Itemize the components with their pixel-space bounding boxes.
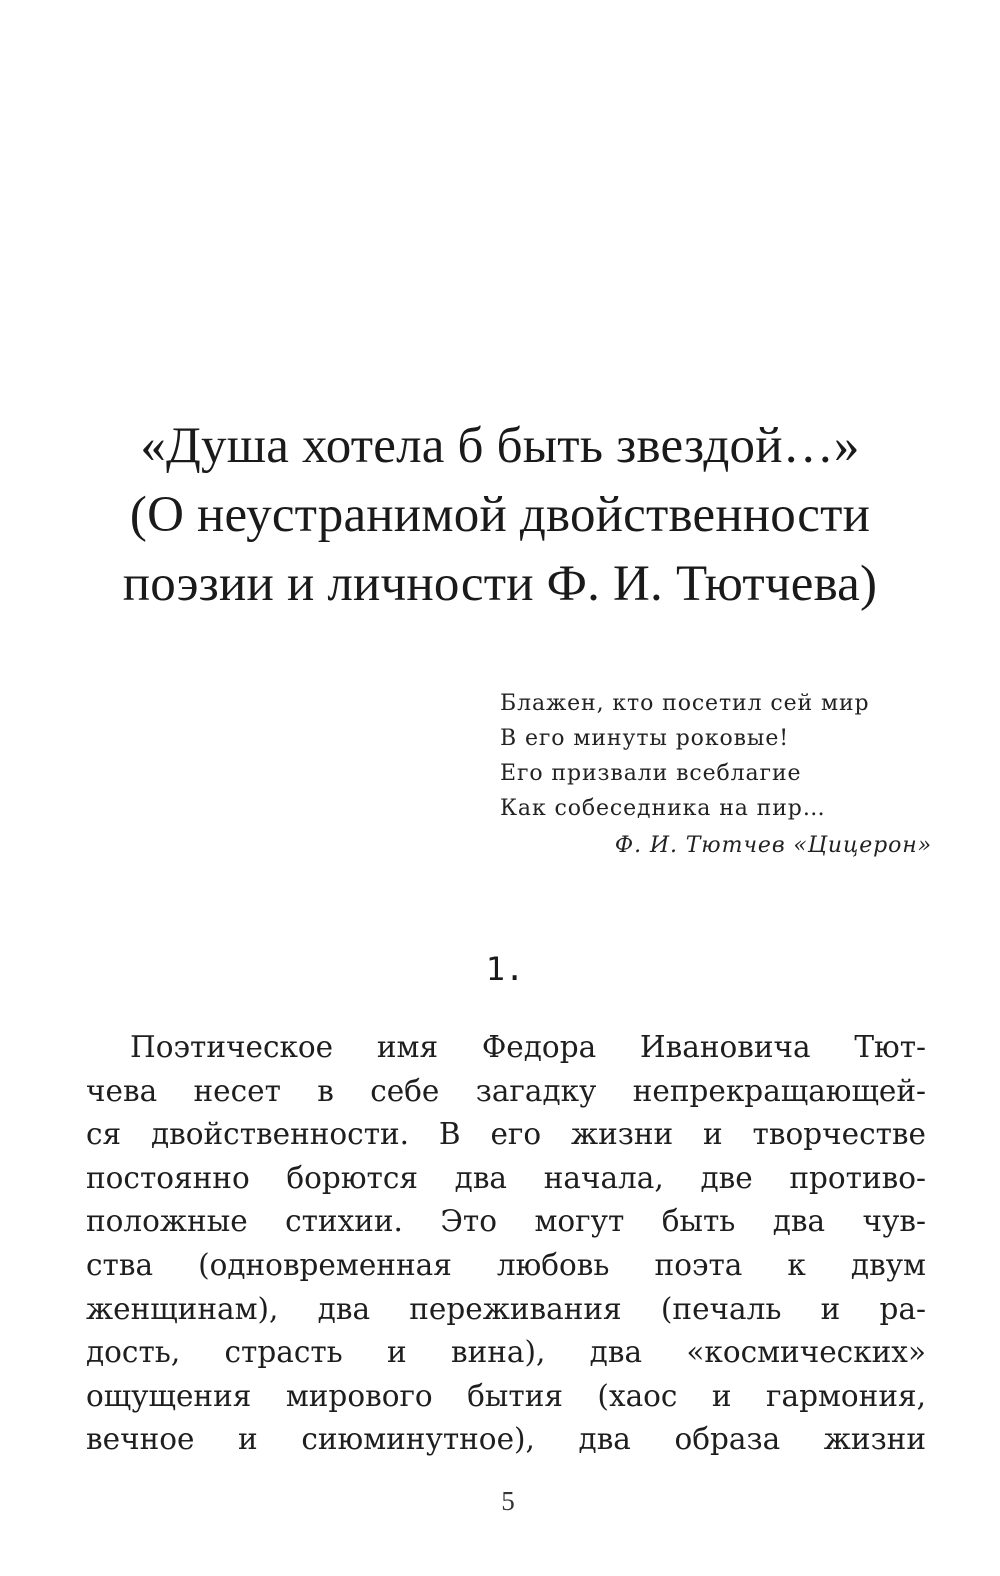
- body-line: ства (одновременная любовь поэта к двум: [86, 1247, 926, 1282]
- chapter-title: [60, 412, 940, 619]
- body-line: постоянно борются два начала, две противо-: [86, 1160, 926, 1195]
- body-line: чева несет в себе загадку непрекращающей-: [86, 1073, 926, 1108]
- body-line: Поэтическое имя Федора Ивановича Тют-: [130, 1030, 926, 1064]
- chapter-title-line-3: поэзии и личности Ф. И. Тютчева): [122, 556, 878, 612]
- epigraph-attribution: Ф. И. Тютчев «Цицерон»: [614, 833, 932, 858]
- body-line: положные стихии. Это могут быть два чув-: [86, 1204, 926, 1239]
- page-number: 5: [501, 1486, 515, 1516]
- body-paragraph: [86, 1026, 926, 1462]
- section-number-label: 1.: [485, 950, 525, 988]
- epigraph-line: Блажен, кто посетил сей мир: [500, 691, 870, 716]
- body-line: дость, страсть и вина), два «космических»: [86, 1335, 926, 1370]
- epigraph: [500, 686, 940, 863]
- section-number: [0, 950, 1000, 988]
- body-line: ся двойственности. В его жизни и творчестве: [86, 1117, 926, 1152]
- body-line: вечное и сиюминутное), два образа жизни: [86, 1422, 926, 1457]
- epigraph-line: В его минуты роковые!: [500, 726, 789, 751]
- chapter-title-line-1: «Душа хотела б быть звездой…»: [140, 418, 860, 474]
- epigraph-line: Как собеседника на пир…: [500, 796, 826, 821]
- body-line: ощущения мирового бытия (хаос и гармония,: [86, 1378, 926, 1413]
- epigraph-line: Его призвали всеблагие: [500, 761, 802, 786]
- chapter-title-line-2: (О неустранимой двойственности: [129, 487, 871, 543]
- body-line: женщинам), два переживания (печаль и ра-: [86, 1291, 926, 1326]
